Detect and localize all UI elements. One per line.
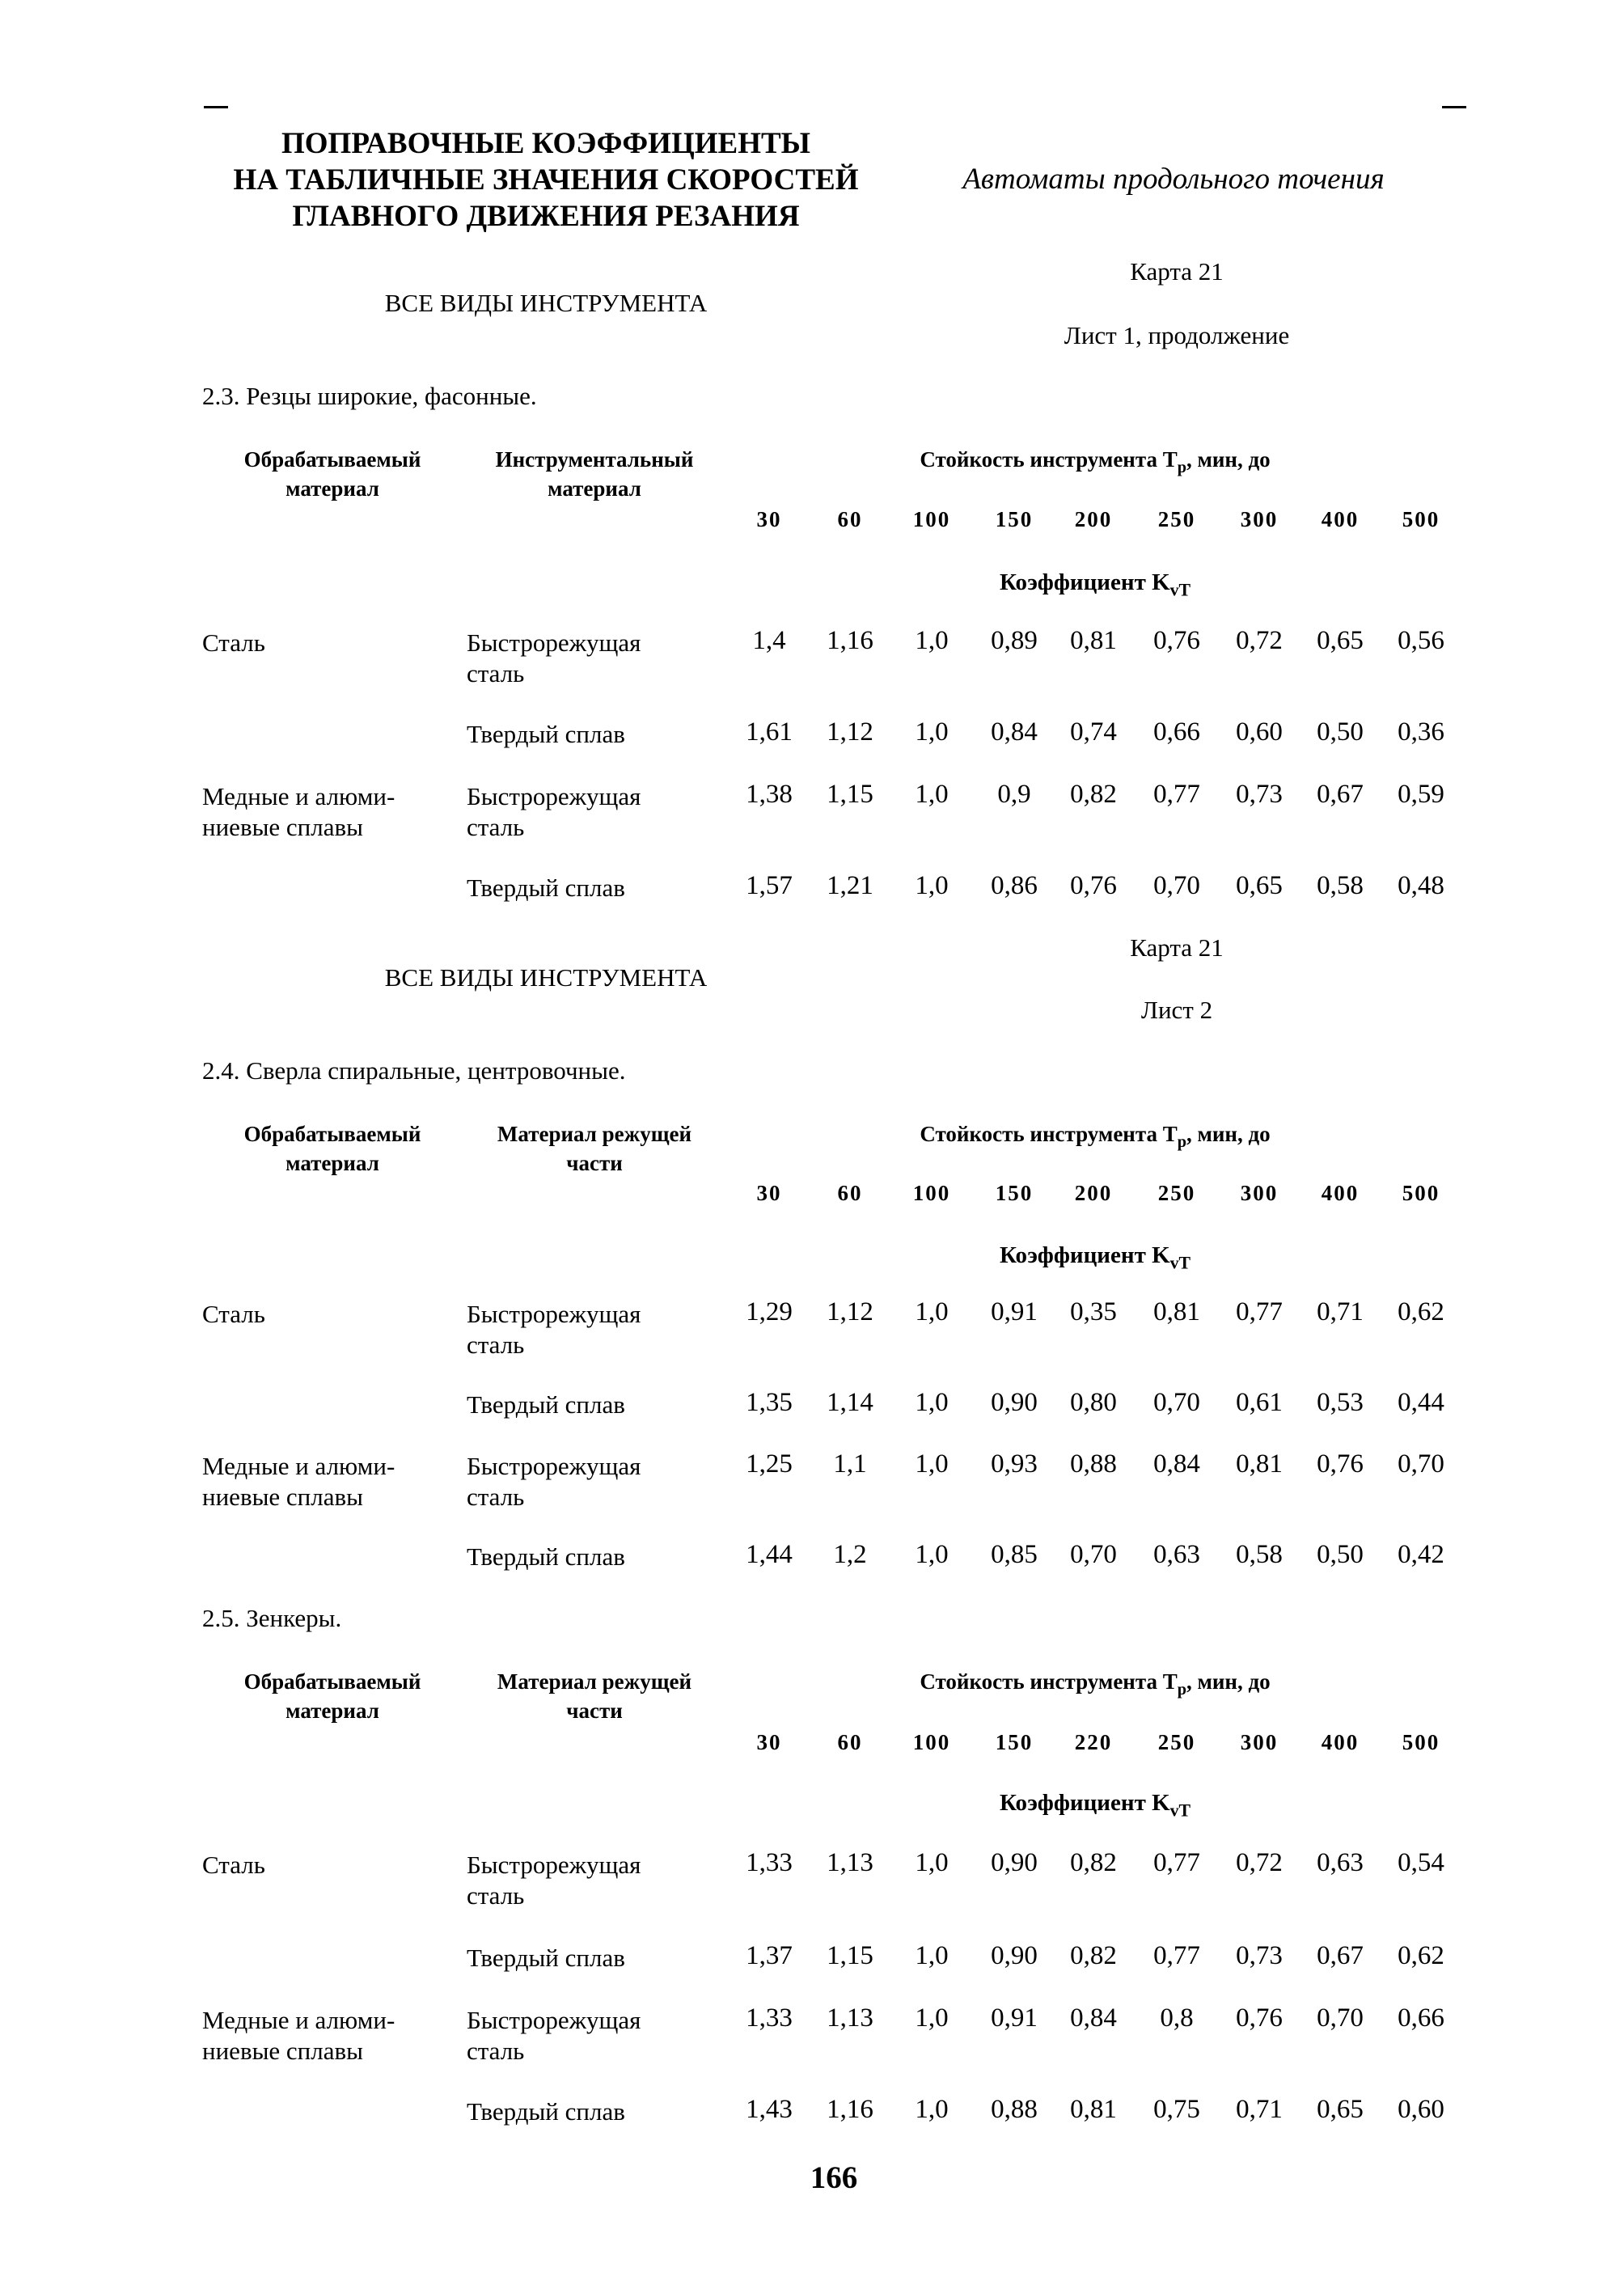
- coefficient-value: 1,44: [746, 1540, 793, 1569]
- coefficient-value: 0,84: [1070, 2003, 1117, 2033]
- coefficient-value: 1,0: [915, 1388, 949, 1417]
- sheet-label: Лист 2: [1140, 996, 1213, 1024]
- coefficient-value: 0,91: [991, 1297, 1038, 1326]
- period-header: 200: [1074, 507, 1113, 531]
- coefficient-value: 1,0: [915, 780, 949, 809]
- coefficient-value: 1,35: [746, 1388, 793, 1417]
- corner-mark-right: [1442, 106, 1466, 108]
- coefficient-value: 0,60: [1236, 717, 1283, 747]
- column-header-material: Обрабатываемый материал: [243, 1669, 421, 1723]
- coefficient-value: 0,91: [991, 2003, 1038, 2033]
- coefficient-value: 1,0: [915, 2003, 949, 2033]
- period-header: 250: [1157, 507, 1196, 531]
- period-header: 300: [1240, 1730, 1279, 1754]
- coef-text: Коэффициент K: [999, 1790, 1170, 1816]
- coefficient-value: 0,76: [1070, 871, 1117, 900]
- coefficient-value: 0,36: [1398, 717, 1444, 747]
- coefficient-value: 0,50: [1317, 1540, 1364, 1569]
- period-header: 400: [1321, 507, 1360, 531]
- page-title: [233, 125, 858, 235]
- coefficient-value: 1,0: [915, 1941, 949, 1970]
- title-line: ПОПРАВОЧНЫЕ КОЭФФИЦИЕНТЫ: [281, 127, 810, 160]
- coefficient-value: 1,21: [827, 871, 873, 900]
- coefficient-value: 0,76: [1236, 2003, 1283, 2033]
- coefficient-value: 1,14: [827, 1388, 873, 1417]
- coefficient-value: 0,86: [991, 871, 1038, 900]
- coefficient-value: 0,81: [1070, 626, 1117, 655]
- table-caption: 2.3. Резцы широкие, фасонные.: [202, 382, 537, 410]
- coefficient-value: 1,37: [746, 1941, 793, 1970]
- coef-subscript: vT: [1169, 1253, 1191, 1273]
- coefficient-value: 0,82: [1070, 1848, 1117, 1877]
- group-label: ВСЕ ВИДЫ ИНСТРУМЕНТА: [384, 289, 708, 317]
- coefficient-value: 0,58: [1236, 1540, 1283, 1569]
- coefficient-value: 1,0: [915, 2095, 949, 2124]
- period-header: 400: [1321, 1730, 1360, 1754]
- header-subscript: р: [1177, 1681, 1186, 1699]
- coefficient-value: 0,71: [1317, 1297, 1364, 1326]
- coefficient-value: 0,50: [1317, 717, 1364, 747]
- corner-mark-left: [204, 106, 228, 108]
- coefficient-value: 1,16: [827, 2095, 873, 2124]
- coefficient-value: 0,76: [1153, 626, 1200, 655]
- coefficient-value: 0,88: [1070, 1449, 1117, 1479]
- header-text: Стойкость инструмента T: [920, 1669, 1178, 1694]
- coefficient-value: 0,77: [1236, 1297, 1283, 1326]
- coefficient-value: 1,0: [915, 871, 949, 900]
- coefficient-value: 0,65: [1236, 871, 1283, 900]
- row-tool: Твердый сплав: [467, 2097, 625, 2126]
- period-header: 30: [756, 1730, 782, 1754]
- period-header: 220: [1074, 1730, 1113, 1754]
- coefficient-value: 0,70: [1317, 2003, 1364, 2033]
- coefficient-value: 0,90: [991, 1388, 1038, 1417]
- period-header: 200: [1074, 1181, 1113, 1205]
- period-header: 60: [837, 507, 863, 531]
- coefficient-value: 0,77: [1153, 780, 1200, 809]
- period-header: 30: [756, 507, 782, 531]
- coef-subscript: vT: [1169, 580, 1191, 600]
- coefficient-value: 0,9: [997, 780, 1031, 809]
- coefficient-value: 1,13: [827, 1848, 873, 1877]
- coefficient-value: 0,42: [1398, 1540, 1444, 1569]
- coefficient-value: 0,61: [1236, 1388, 1283, 1417]
- column-header-tool-life: [920, 1119, 1270, 1157]
- coefficient-value: 0,54: [1398, 1848, 1444, 1877]
- row-tool: Быстрорежущая сталь: [467, 628, 641, 687]
- coefficient-value: 0,70: [1153, 871, 1200, 900]
- coefficient-value: 1,0: [915, 1848, 949, 1877]
- coefficient-value: 0,62: [1398, 1297, 1444, 1326]
- coefficient-value: 0,84: [1153, 1449, 1200, 1479]
- title-line: ГЛАВНОГО ДВИЖЕНИЯ РЕЗАНИЯ: [292, 200, 800, 233]
- period-header: 60: [837, 1181, 863, 1205]
- coefficient-label: [1000, 1241, 1191, 1278]
- period-header: 100: [912, 1730, 951, 1754]
- coefficient-value: 1,12: [827, 1297, 873, 1326]
- coef-text: Коэффициент K: [999, 569, 1170, 595]
- row-tool: Быстрорежущая сталь: [467, 1452, 641, 1511]
- coefficient-value: 0,81: [1236, 1449, 1283, 1479]
- column-header-tool-life: [920, 445, 1270, 482]
- coefficient-value: 0,72: [1236, 1848, 1283, 1877]
- header-text: Стойкость инструмента T: [920, 1122, 1178, 1146]
- coefficient-value: 1,57: [746, 871, 793, 900]
- header-text: , мин, до: [1186, 1669, 1271, 1694]
- period-header: 250: [1157, 1730, 1196, 1754]
- coefficient-value: 0,35: [1070, 1297, 1117, 1326]
- coefficient-value: 0,63: [1153, 1540, 1200, 1569]
- header-subscript: р: [1177, 1133, 1186, 1152]
- row-material: Сталь: [202, 1851, 265, 1879]
- period-header: 500: [1402, 507, 1440, 531]
- group-label: ВСЕ ВИДЫ ИНСТРУМЕНТА: [384, 963, 708, 992]
- coefficient-value: 0,90: [991, 1848, 1038, 1877]
- coefficient-value: 0,48: [1398, 871, 1444, 900]
- row-material: Сталь: [202, 628, 265, 657]
- row-material: Медные и алюми- ниевые сплавы: [202, 2006, 395, 2065]
- header-text: Стойкость инструмента T: [920, 447, 1178, 472]
- coefficient-value: 1,16: [827, 626, 873, 655]
- coefficient-value: 1,25: [746, 1449, 793, 1479]
- coefficient-value: 0,66: [1398, 2003, 1444, 2033]
- coef-text: Коэффициент K: [999, 1242, 1170, 1268]
- coefficient-value: 0,84: [991, 717, 1038, 747]
- coefficient-value: 1,38: [746, 780, 793, 809]
- coefficient-value: 1,0: [915, 717, 949, 747]
- coefficient-value: 0,67: [1317, 1941, 1364, 1970]
- coefficient-value: 0,82: [1070, 1941, 1117, 1970]
- column-header-material: Обрабатываемый материал: [243, 1122, 421, 1175]
- coefficient-value: 0,74: [1070, 717, 1117, 747]
- coefficient-label: [1000, 1788, 1191, 1826]
- map-label: Карта 21: [1130, 933, 1224, 962]
- coefficient-value: 0,71: [1236, 2095, 1283, 2124]
- column-header-tool: Материал режущей части: [497, 1122, 692, 1175]
- period-header: 300: [1240, 507, 1279, 531]
- coefficient-value: 0,70: [1398, 1449, 1444, 1479]
- table-caption: 2.4. Сверла спиральные, центровочные.: [202, 1056, 626, 1085]
- coefficient-value: 0,70: [1070, 1540, 1117, 1569]
- coefficient-value: 0,59: [1398, 780, 1444, 809]
- period-header: 60: [837, 1730, 863, 1754]
- period-header: 30: [756, 1181, 782, 1205]
- coefficient-value: 1,13: [827, 2003, 873, 2033]
- period-header: 100: [912, 507, 951, 531]
- coefficient-value: 0,85: [991, 1540, 1038, 1569]
- coefficient-value: 0,93: [991, 1449, 1038, 1479]
- coefficient-value: 0,90: [991, 1941, 1038, 1970]
- coefficient-value: 0,65: [1317, 2095, 1364, 2124]
- coefficient-value: 0,82: [1070, 780, 1117, 809]
- map-label: Карта 21: [1130, 257, 1224, 286]
- sheet-label: Лист 1, продолжение: [1064, 321, 1290, 349]
- row-tool: Быстрорежущая сталь: [467, 1300, 641, 1359]
- coefficient-value: 0,77: [1153, 1941, 1200, 1970]
- period-header: 500: [1402, 1181, 1440, 1205]
- coefficient-label: [1000, 568, 1191, 605]
- page-subtitle: Автоматы продольного точения: [962, 163, 1385, 196]
- coef-subscript: vT: [1169, 1800, 1191, 1821]
- coefficient-value: 0,56: [1398, 626, 1444, 655]
- coefficient-value: 0,89: [991, 626, 1038, 655]
- row-tool: Твердый сплав: [467, 1390, 625, 1419]
- coefficient-value: 0,81: [1070, 2095, 1117, 2124]
- coefficient-value: 1,33: [746, 1848, 793, 1877]
- coefficient-value: 1,12: [827, 717, 873, 747]
- coefficient-value: 1,0: [915, 1449, 949, 1479]
- row-tool: Твердый сплав: [467, 1542, 625, 1571]
- coefficient-value: 1,1: [833, 1449, 867, 1479]
- column-header-tool-life: [920, 1667, 1270, 1704]
- header-text: , мин, до: [1186, 1122, 1271, 1146]
- row-material: Сталь: [202, 1300, 265, 1328]
- row-tool: Быстрорежущая сталь: [467, 1851, 641, 1910]
- coefficient-value: 1,33: [746, 2003, 793, 2033]
- coefficient-value: 0,73: [1236, 1941, 1283, 1970]
- coefficient-value: 0,58: [1317, 871, 1364, 900]
- coefficient-value: 1,0: [915, 1297, 949, 1326]
- coefficient-value: 0,63: [1317, 1848, 1364, 1877]
- coefficient-value: 1,0: [915, 1540, 949, 1569]
- coefficient-value: 0,70: [1153, 1388, 1200, 1417]
- period-header: 250: [1157, 1181, 1196, 1205]
- period-header: 150: [995, 1181, 1034, 1205]
- row-tool: Быстрорежущая сталь: [467, 782, 641, 841]
- coefficient-value: 0,80: [1070, 1388, 1117, 1417]
- page-number: 166: [810, 2160, 858, 2195]
- coefficient-value: 0,75: [1153, 2095, 1200, 2124]
- column-header-tool: Материал режущей части: [497, 1669, 692, 1723]
- table-caption: 2.5. Зенкеры.: [202, 1604, 342, 1632]
- coefficient-value: 0,62: [1398, 1941, 1444, 1970]
- period-header: 150: [995, 507, 1034, 531]
- coefficient-value: 0,60: [1398, 2095, 1444, 2124]
- coefficient-value: 0,72: [1236, 626, 1283, 655]
- period-header: 400: [1321, 1181, 1360, 1205]
- period-header: 300: [1240, 1181, 1279, 1205]
- coefficient-value: 1,0: [915, 626, 949, 655]
- coefficient-value: 0,67: [1317, 780, 1364, 809]
- coefficient-value: 0,8: [1160, 2003, 1194, 2033]
- coefficient-value: 0,66: [1153, 717, 1200, 747]
- coefficient-value: 0,88: [991, 2095, 1038, 2124]
- row-tool: Быстрорежущая сталь: [467, 2006, 641, 2065]
- coefficient-value: 0,65: [1317, 626, 1364, 655]
- coefficient-value: 0,81: [1153, 1297, 1200, 1326]
- title-line: НА ТАБЛИЧНЫЕ ЗНАЧЕНИЯ СКОРОСТЕЙ: [233, 163, 859, 197]
- row-material: Медные и алюми- ниевые сплавы: [202, 782, 395, 841]
- coefficient-value: 1,15: [827, 780, 873, 809]
- row-tool: Твердый сплав: [467, 874, 625, 902]
- column-header-material: Обрабатываемый материал: [243, 447, 421, 501]
- coefficient-value: 1,15: [827, 1941, 873, 1970]
- coefficient-value: 0,73: [1236, 780, 1283, 809]
- period-header: 500: [1402, 1730, 1440, 1754]
- coefficient-value: 1,4: [752, 626, 786, 655]
- coefficient-value: 0,53: [1317, 1388, 1364, 1417]
- coefficient-value: 0,77: [1153, 1848, 1200, 1877]
- row-tool: Твердый сплав: [467, 720, 625, 748]
- coefficient-value: 1,61: [746, 717, 793, 747]
- header-text: , мин, до: [1186, 447, 1271, 472]
- period-header: 100: [912, 1181, 951, 1205]
- row-material: Медные и алюми- ниевые сплавы: [202, 1452, 395, 1511]
- coefficient-value: 1,43: [746, 2095, 793, 2124]
- period-header: 150: [995, 1730, 1034, 1754]
- column-header-tool: Инструментальный материал: [495, 447, 694, 501]
- coefficient-value: 0,76: [1317, 1449, 1364, 1479]
- header-subscript: р: [1177, 459, 1186, 477]
- coefficient-value: 1,29: [746, 1297, 793, 1326]
- coefficient-value: 1,2: [833, 1540, 867, 1569]
- row-tool: Твердый сплав: [467, 1944, 625, 1972]
- coefficient-value: 0,44: [1398, 1388, 1444, 1417]
